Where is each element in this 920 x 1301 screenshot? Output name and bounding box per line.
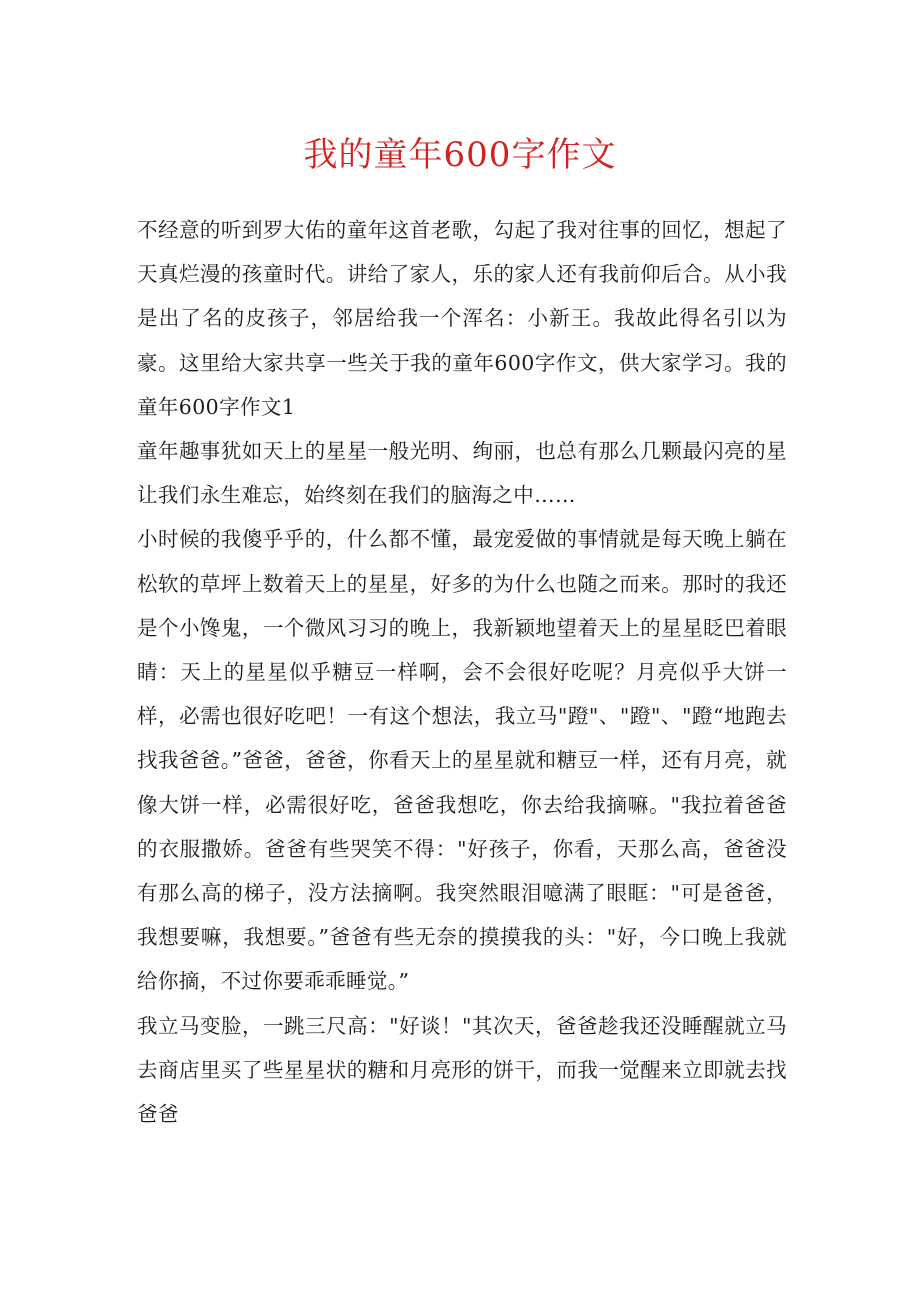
paragraph-stars: 童年趣事犹如天上的星星一般光明、绚丽，也总有那么几颗最闪亮的星让我们永生难忘，始终刻在我们的脑海之中……	[137, 439, 787, 508]
paragraph-continuation: 我立马变脸，一跳三尺高："好谈！"其次天，爸爸趁我还没睡醒就立马去商店里买了些星星状的糖和月亮形的饼干，而我一觉醒来立即就去找爸爸	[137, 1013, 787, 1127]
paragraph-intro: 不经意的听到罗大佑的童年这首老歌，勾起了我对往事的回忆，想起了天真烂漫的孩童时代。讲给了家人，乐的家人还有我前仰后合。从小我是出了名的皮孩子，邻居给我一个浑名：小新王。我故此得名引以为豪。这里给大家共享一些关于我的童年600字作文，供大家学习。我的童年600字作文1	[137, 218, 787, 419]
document-title: 我的童年600字作文	[303, 135, 617, 175]
paragraph-story: 小时候的我傻乎乎的，什么都不懂，最宠爱做的事情就是每天晚上躺在松软的草坪上数着天上的星星，好多的为什么也随之而来。那时的我还是个小馋鬼，一个微风习习的晚上，我新颖地望着天上的星星眨巴着眼睛：天上的星星似乎糖豆一样啊，会不会很好吃呢？月亮似乎大饼一样，必需也很好吃吧！一有这个想法，我立马"蹬"、"蹬"、"蹬“地跑去找我爸爸。”爸爸，爸爸，你看天上的星星就和糖豆一样，还有月亮，就像大饼一样，必需很好吃，爸爸我想吃，你去给我摘嘛。"我拉着爸爸的衣服撒娇。爸爸有些哭笑不得："好孩子，你看，天那么高，爸爸没有那么高的梯子，没方法摘啊。我突然眼泪噫满了眼眶："可是爸爸，我想要嘛，我想要。”爸爸有些无奈的摸摸我的头："好，今口晚上我就给你摘，不过你要乖乖睡觉。”	[137, 527, 787, 994]
document-body	[137, 208, 787, 1136]
